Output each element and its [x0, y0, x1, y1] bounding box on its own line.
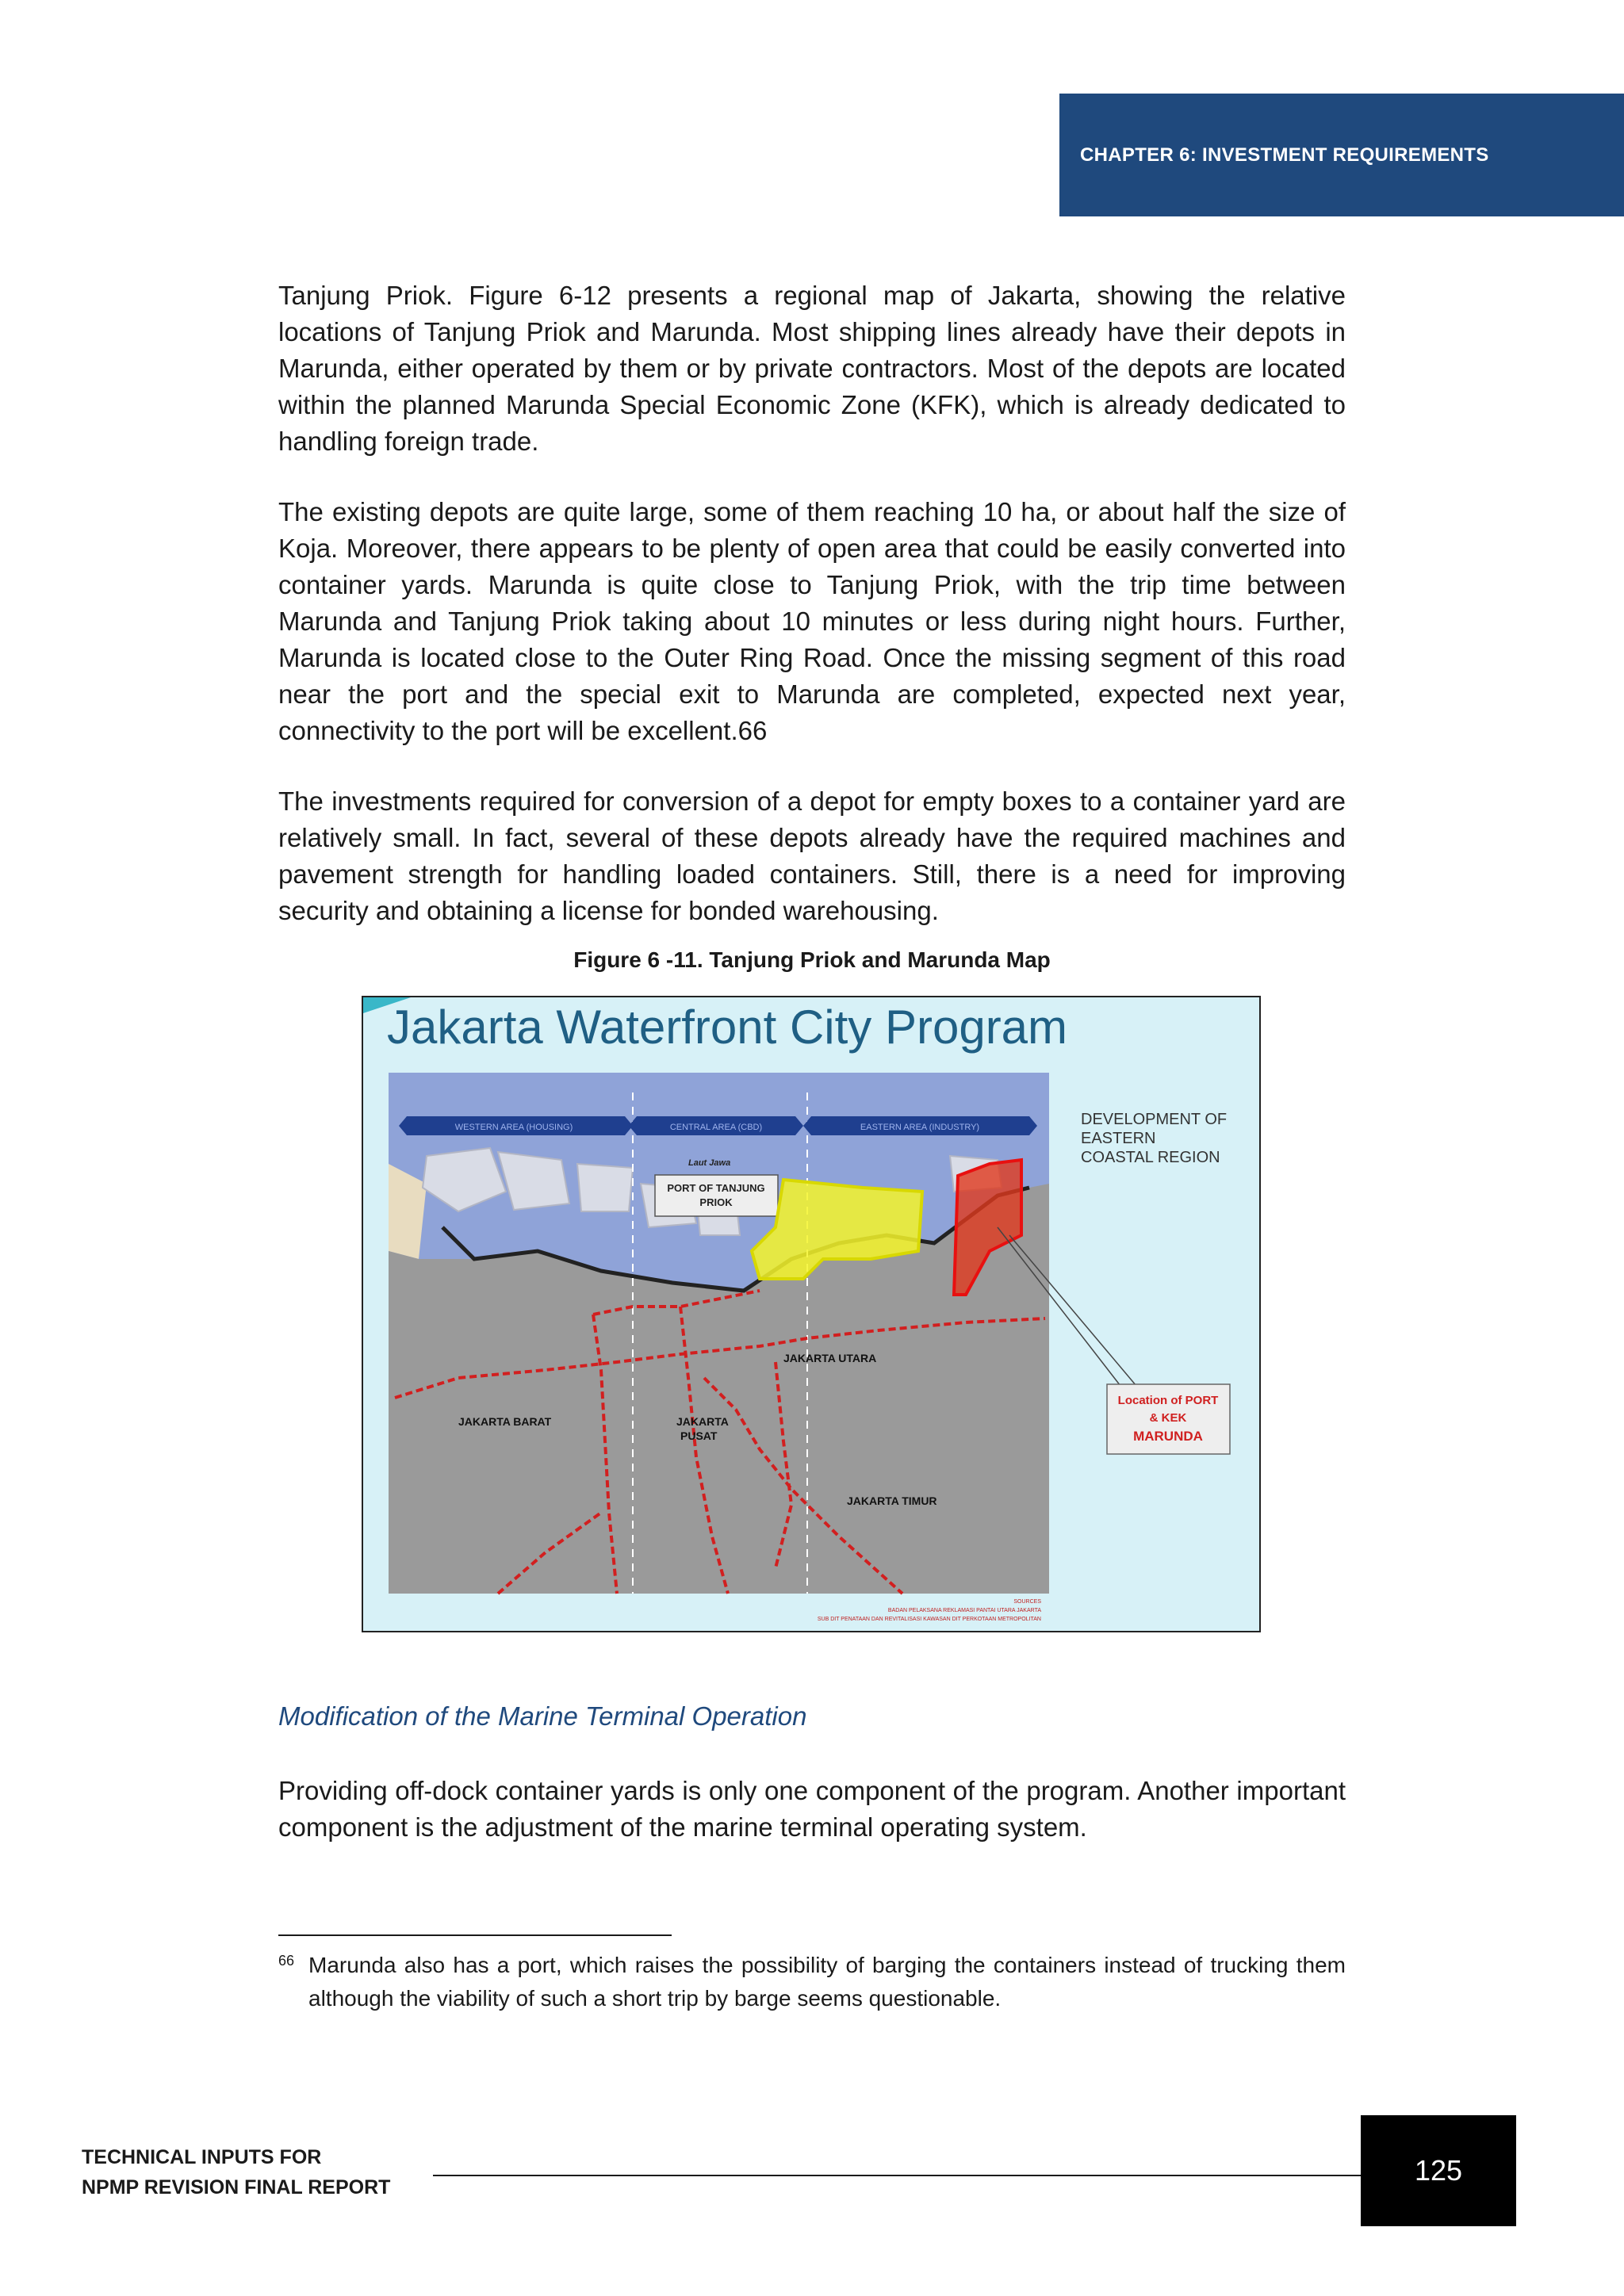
- body-paragraph-2: [278, 494, 1346, 749]
- report-title-footer: [82, 2142, 390, 2202]
- jakarta-waterfront-map: [362, 996, 1261, 1632]
- footnote-number: 66: [278, 1953, 295, 1969]
- district-label-jakarta-barat: JAKARTA BARAT: [458, 1415, 552, 1428]
- district-label-jakarta-pusat-1: JAKARTA: [676, 1415, 729, 1428]
- footer-divider: [433, 2175, 1361, 2176]
- page-number-box: [1361, 2115, 1516, 2226]
- paragraph-text: Tanjung Priok. Figure 6-12 presents a regional map of Jakarta, showing the relative locations of Tanjung Priok and Marunda. Most shipping lines already have their depots in Marunda, either operated by them or by private contractors. Most of the depots are located within the planned Marunda Special Economic Zone (KFK), which is already dedicated to handling foreign trade.: [278, 281, 1346, 456]
- report-title-line-2: NPMP REVISION FINAL REPORT: [82, 2176, 391, 2198]
- chapter-title: CHAPTER 6: INVESTMENT REQUIREMENTS: [1080, 144, 1489, 166]
- body-paragraph-1: [278, 277, 1346, 460]
- map-inset: [389, 1073, 1049, 1622]
- paragraph-text: The existing depots are quite large, some of them reaching 10 ha, or about half the size of Koja. Moreover, there appears to be plenty of open area that could be easily converted into container yards. Marunda is quite close to Tanjung Priok, with the trip time between Marunda and Tanjung Priok taking about 10 minutes or less during night hours. Further, Marunda is located close to the Outer Ring Road. Once the missing segment of this road near the port and the special exit to Marunda are completed, expected next year, connectivity to the port will be excellent.66: [278, 497, 1346, 745]
- district-label-jakarta-timur: JAKARTA TIMUR: [847, 1494, 937, 1507]
- body-paragraph-4: [278, 1773, 1346, 1846]
- port-label-line-2: PRIOK: [699, 1196, 733, 1208]
- district-label-jakarta-pusat-2: PUSAT: [680, 1429, 718, 1442]
- zone-bar-east-label: EASTERN AREA (INDUSTRY): [860, 1123, 980, 1132]
- paragraph-text: Providing off-dock container yards is only one component of the program. Another important component is the adjustment of the marine terminal operating system.: [278, 1776, 1346, 1842]
- chapter-header-banner: [1059, 94, 1624, 216]
- paragraph-text: The investments required for conversion of a depot for empty boxes to a container yard are relatively small. In fact, several of these depots already have the required machines and pavement strength for handling loaded containers. Still, there is a need for improving security and obtaining a license for bonded warehousing.: [278, 786, 1346, 925]
- source-line-3: SUB DIT PENATAAN DAN REVITALISASI KAWASAN DIT PERKOTAAN METROPOLITAN: [817, 1617, 1041, 1622]
- side-label-line-3: COASTAL REGION: [1081, 1149, 1220, 1166]
- zone-bar-west-label: WESTERN AREA (HOUSING): [454, 1123, 573, 1132]
- callout-line-2: & KEK: [1149, 1411, 1187, 1425]
- report-title-line-1: TECHNICAL INPUTS FOR: [82, 2146, 322, 2168]
- body-paragraph-3: [278, 783, 1346, 929]
- district-label-jakarta-utara: JAKARTA UTARA: [783, 1352, 877, 1364]
- sea-label: Laut Jawa: [688, 1158, 731, 1168]
- zone-bar-central-label: CENTRAL AREA (CBD): [669, 1123, 763, 1132]
- page-number: 125: [1414, 2154, 1463, 2187]
- footnote: [278, 1949, 1346, 2015]
- port-label-line-1: PORT OF TANJUNG: [667, 1182, 765, 1194]
- callout-line-3: MARUNDA: [1133, 1429, 1203, 1444]
- port-label-box: [655, 1175, 778, 1216]
- callout-line-1: Location of PORT: [1117, 1394, 1219, 1407]
- map-title: Jakarta Waterfront City Program: [387, 1001, 1068, 1054]
- footnote-text: Marunda also has a port, which raises the possibility of barging the containers instead of trucking them although the viability of such a short trip by barge seems questionable.: [308, 1953, 1346, 2011]
- zone-bars: [399, 1116, 1037, 1135]
- footnote-divider: [278, 1934, 672, 1936]
- side-label-line-2: EASTERN: [1081, 1130, 1156, 1147]
- figure-caption: Figure 6 -11. Tanjung Priok and Marunda Map: [573, 947, 1051, 972]
- source-line-1: SOURCES: [1013, 1599, 1041, 1605]
- source-line-2: BADAN PELAKSANA REKLAMASI PANTAI UTARA JAKARTA: [887, 1608, 1041, 1613]
- section-heading: Modification of the Marine Terminal Operation: [278, 1701, 807, 1731]
- side-label-line-1: DEVELOPMENT OF: [1081, 1111, 1228, 1128]
